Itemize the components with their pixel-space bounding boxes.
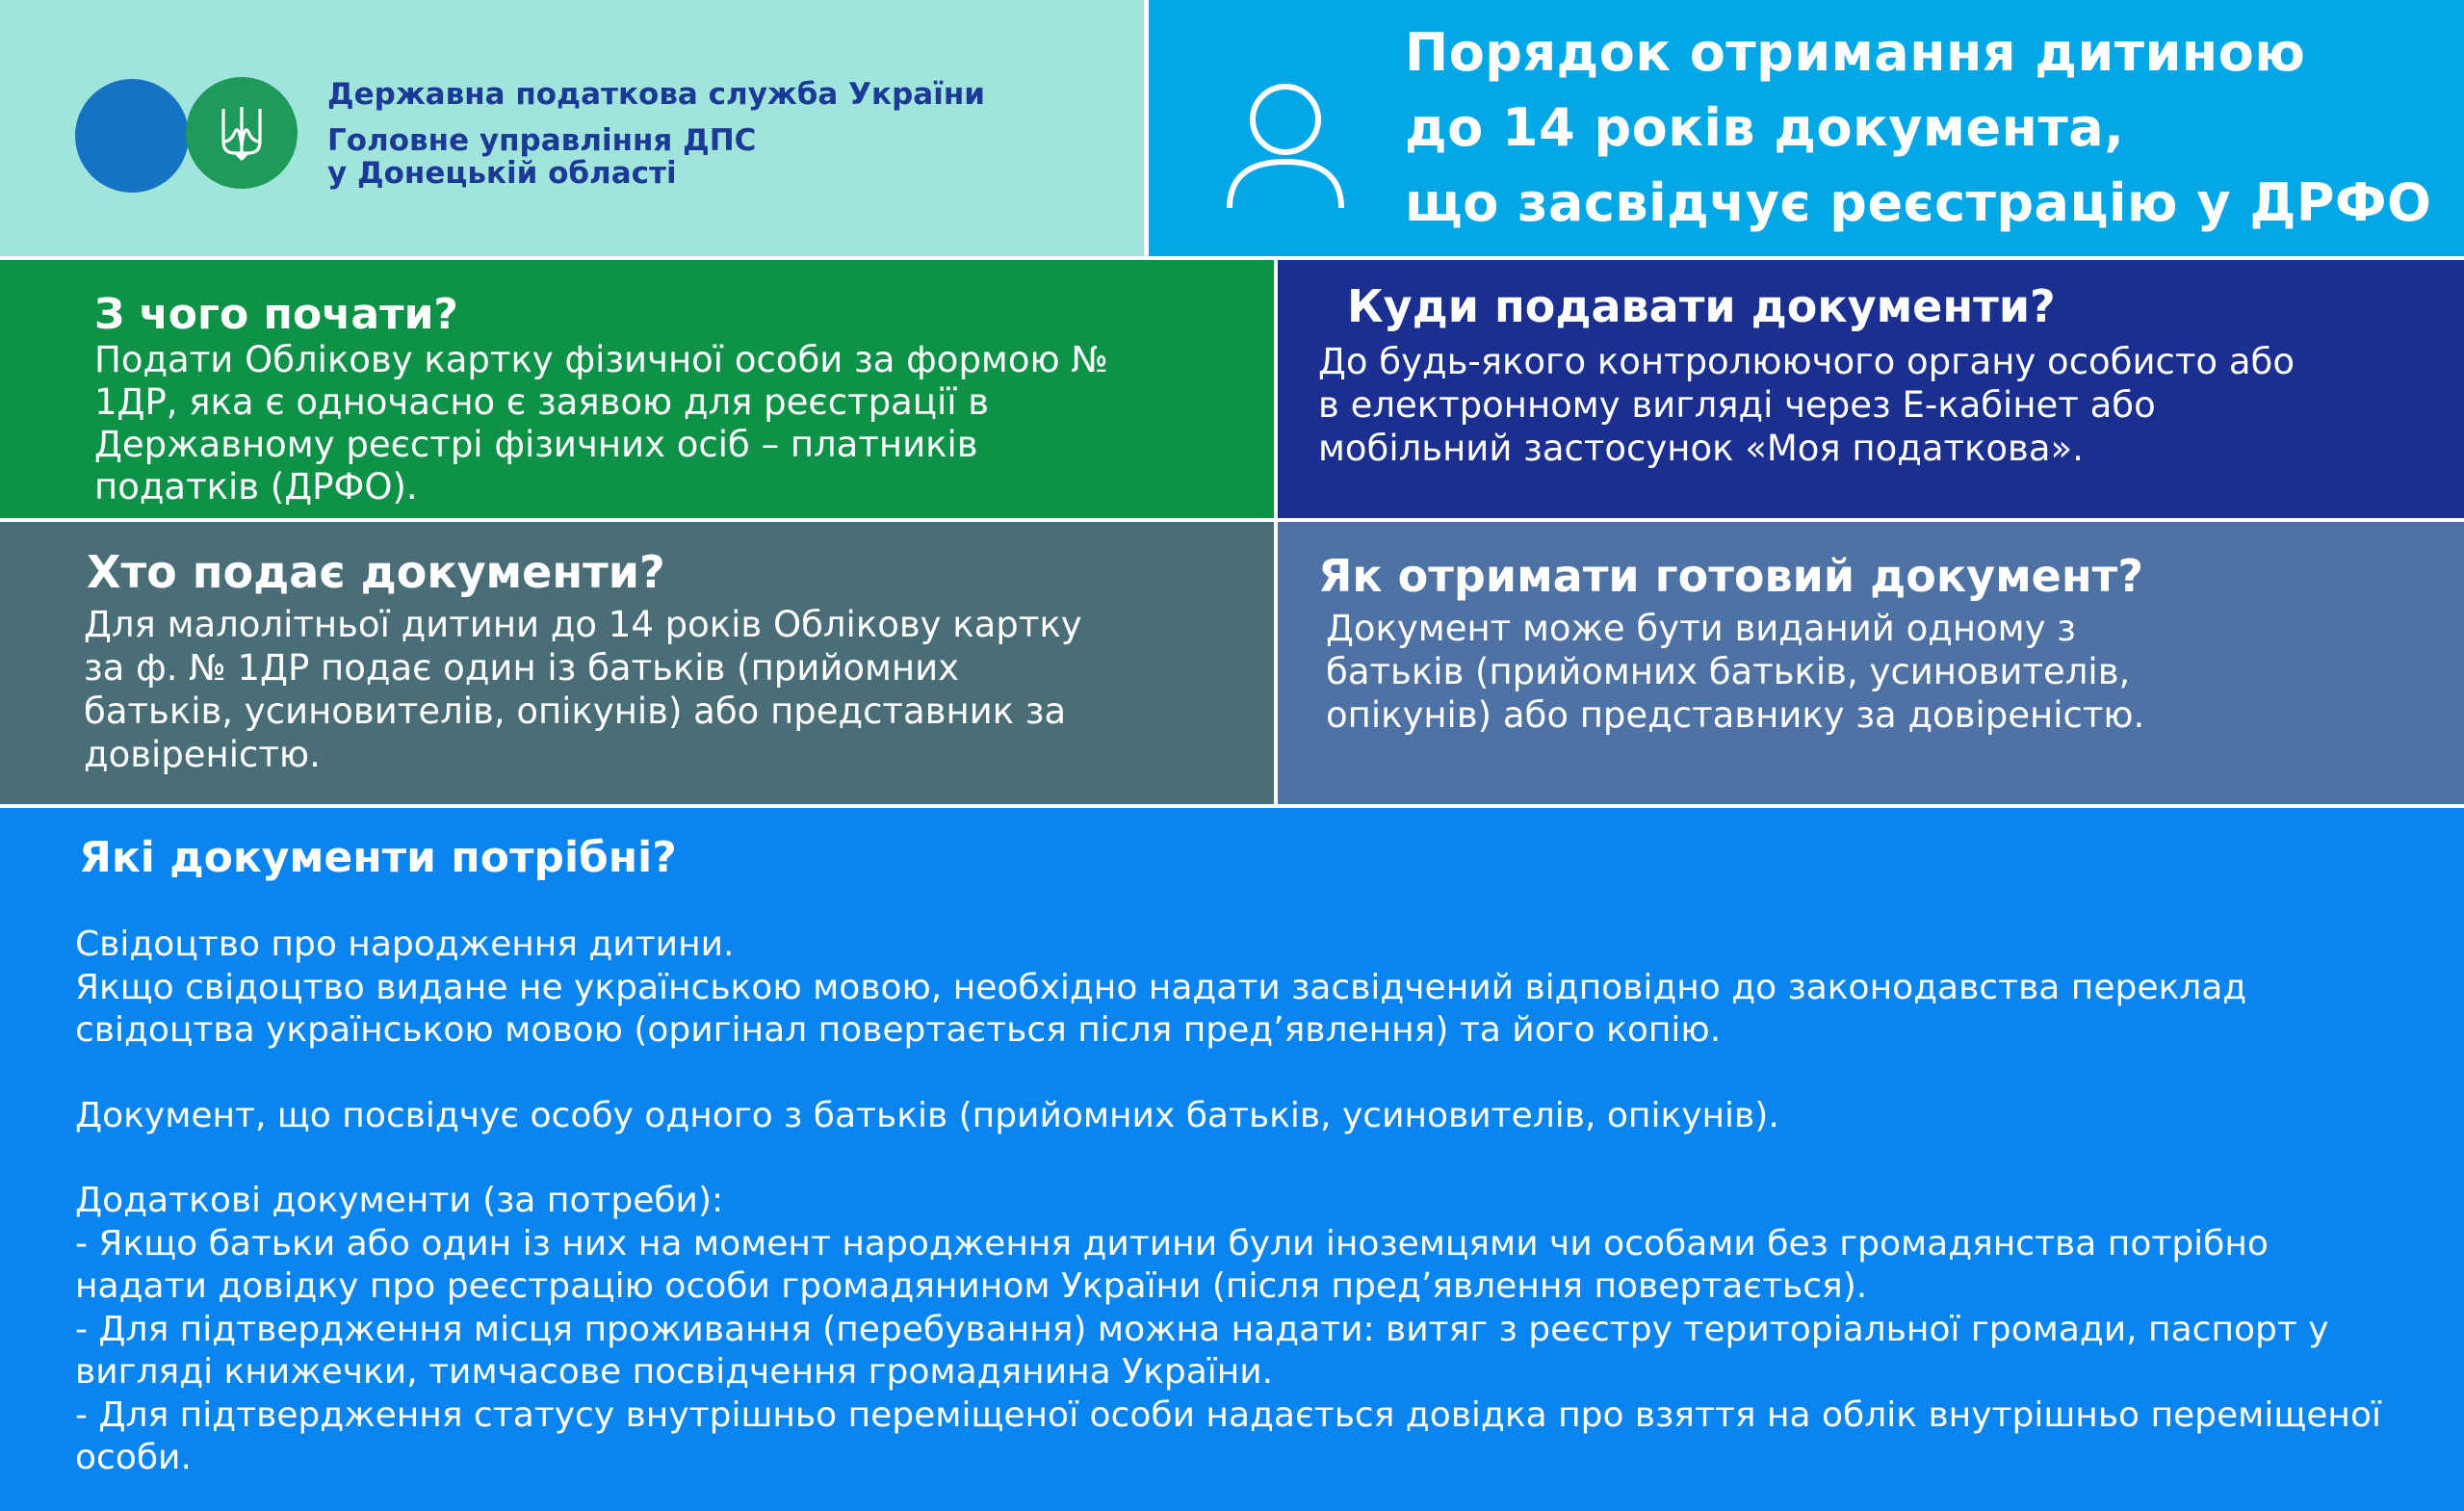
section-heading: З чого почати?: [94, 290, 458, 339]
documents-paragraph-birth-certificate: Свідоцтво про народження дитини. Якщо свідоцтво видане не українською мовою, необхідно надати засвідчений відповідно до законодавства переклад свідоцтва українською мовою (оригінал повертається після пред’явлення) та його копію.: [75, 925, 2247, 1050]
tryzub-icon: [220, 103, 264, 163]
section-body: Подати Облікову картку фізичної особи за формою № 1ДР, яка є одночасно є заявою для реєстрації в Державному реєстрі фізичних осіб – платників податків (ДРФО).: [94, 339, 1108, 508]
section-heading: Які документи потрібні?: [79, 833, 677, 882]
section-heading: Як отримати готовий документ?: [1318, 550, 2143, 602]
org-department: Головне управління ДПС: [327, 123, 757, 158]
person-icon: [1224, 81, 1347, 212]
documents-list: [75, 924, 2464, 1480]
documents-paragraph-parent-id: Документ, що посвідчує особу одного з батьків (прийомних батьків, усиновителів, опікунів).: [75, 1095, 1779, 1135]
section-body: Документ може бути виданий одному з батьків (прийомних батьків, усиновителів, опікунів) або представнику за довіреністю.: [1326, 608, 2145, 736]
section-where-to-submit: [1278, 260, 2464, 518]
logo-blue-circle: [75, 79, 189, 193]
section-heading: Куди подавати документи?: [1347, 280, 2056, 332]
section-body: Для малолітньої дитини до 14 років Облікову картку за ф. № 1ДР подає один із батьків (прийомних батьків, усиновителів, опікунів) або представник за довіреністю.: [84, 604, 1082, 775]
header-organization-panel: [0, 0, 1144, 256]
section-body: До будь-якого контролюючого органу особисто або в електронному вигляді через Е-кабінет або мобільний застосунок «Моя податкова».: [1318, 341, 2295, 469]
section-how-to-receive: [1278, 522, 2464, 804]
org-name: Державна податкова служба України: [327, 77, 985, 112]
section-required-documents: [0, 808, 2464, 1511]
page-title: Порядок отримання дитиною до 14 років документа, що засвідчує реєстрацію у ДРФО: [1405, 22, 2432, 233]
org-region: у Донецькій області: [327, 156, 677, 191]
section-who-submits: [0, 522, 1274, 804]
section-heading: Хто подає документи?: [87, 546, 665, 598]
header-title-panel: [1149, 0, 2464, 256]
section-how-to-start: [0, 260, 1274, 518]
documents-paragraph-additional: Додаткові документи (за потреби): - Якщо батьки або один із них на момент народження дитини були іноземцями чи особами без громадянства потрібно надати довідку про реєстрацію особи громадянином України (після пред’явлення повертається). - Для підтвердження місця проживання (перебування) можна надати: витяг з реєстру територіальної громади, паспорт у вигляді книжечки, тимчасове посвідчення громадянина України. - Для підтвердження статусу внутрішньо переміщеної особи надається довідка про взяття на облік внутрішньо переміщеної особи.: [75, 1181, 2381, 1477]
logo-green-circle: [186, 77, 298, 189]
